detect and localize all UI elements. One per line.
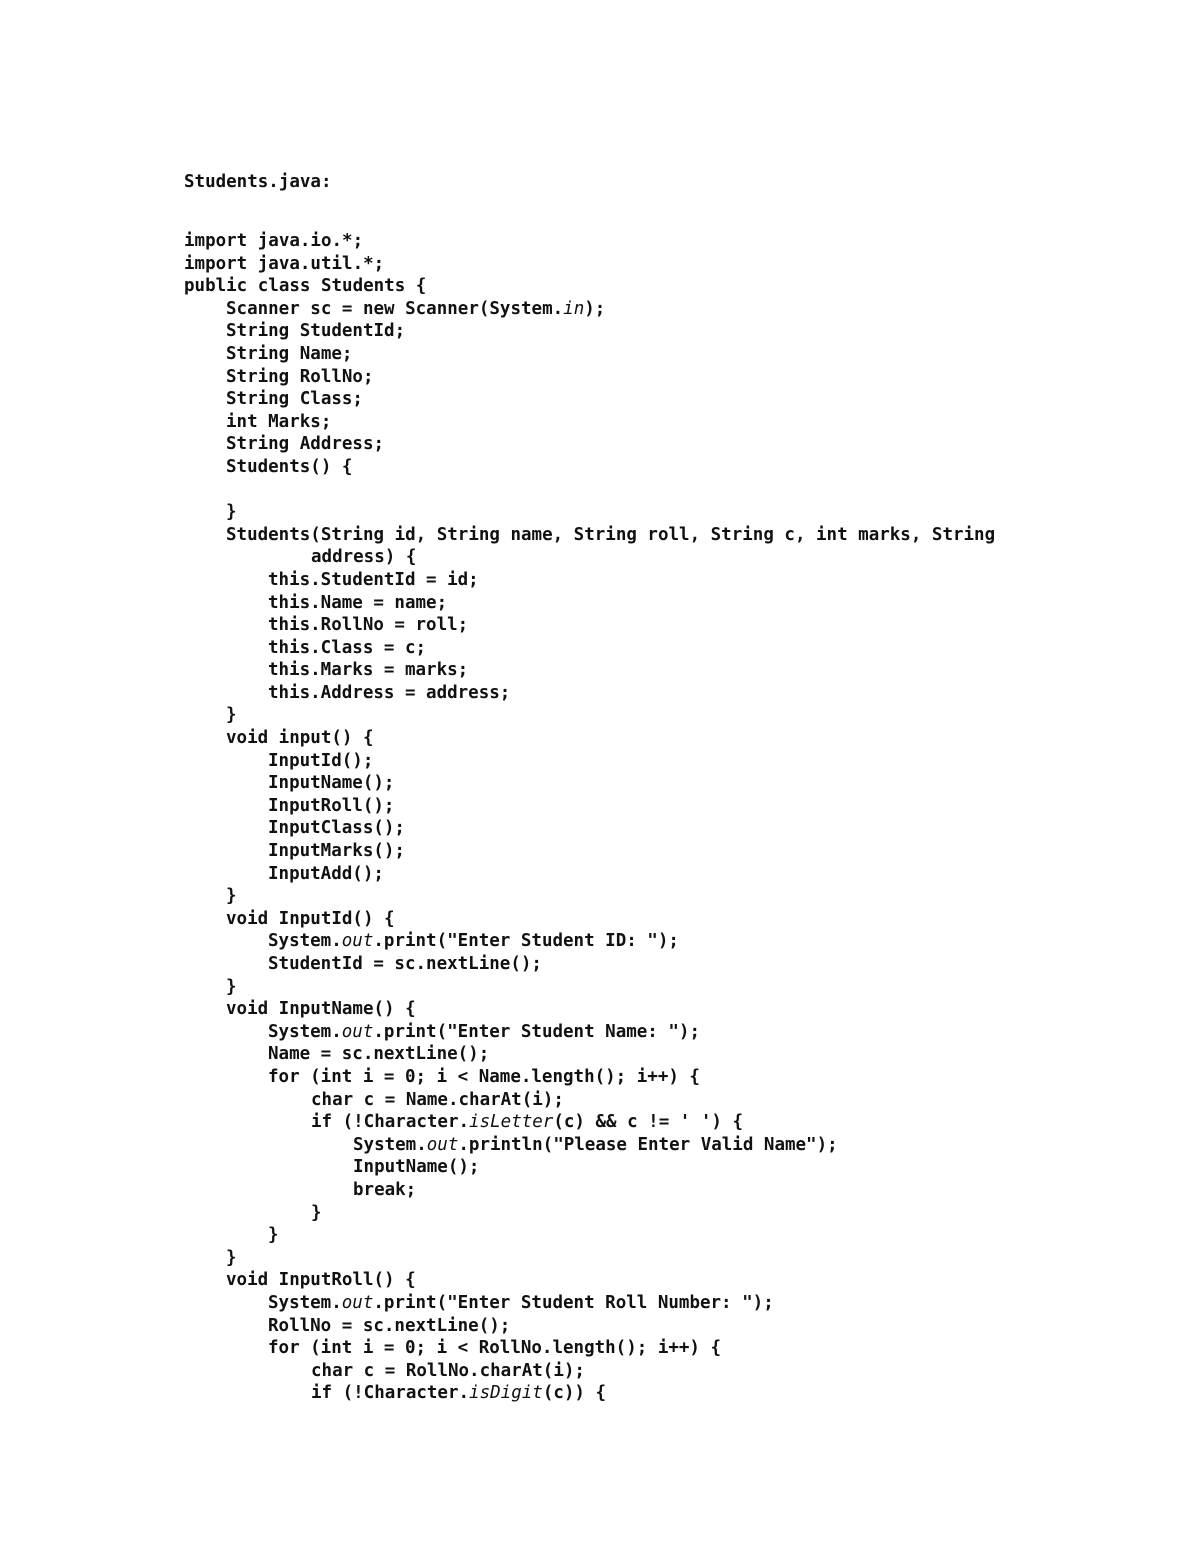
- code-segment-italic: out: [426, 1134, 459, 1155]
- code-line: Students(String id, String name, String roll, String c, int marks, String: [226, 524, 996, 545]
- code-line: [184, 1021, 1144, 1044]
- code-line: Students() {: [226, 456, 353, 477]
- code-segment: if (!Character.: [311, 1383, 470, 1404]
- code-segment: System.: [268, 1292, 342, 1313]
- code-line: this.StudentId = id;: [268, 569, 479, 590]
- code-segment: (c) && c != ' ') {: [553, 1112, 743, 1133]
- code-segment-italic: out: [341, 1292, 374, 1313]
- code-segment-italic: out: [341, 1021, 374, 1042]
- code-line: StudentId = sc.nextLine();: [268, 954, 542, 974]
- code-line: import java.io.*;: [184, 231, 364, 251]
- code-line: for (int i = 0; i < Name.length(); i++) {: [268, 1066, 700, 1087]
- code-segment: if (!Character.: [311, 1112, 470, 1133]
- code-line: }: [226, 502, 237, 523]
- code-line: InputRoll();: [268, 795, 395, 816]
- code-line: }: [268, 1225, 279, 1246]
- code-line: break;: [353, 1179, 417, 1200]
- code-segment: );: [584, 298, 606, 319]
- code-line: InputAdd();: [268, 863, 384, 884]
- code-line: char c = RollNo.charAt(i);: [311, 1360, 585, 1381]
- code-line: Name = sc.nextLine();: [268, 1044, 490, 1065]
- code-line: RollNo = sc.nextLine();: [268, 1315, 511, 1336]
- code-line: this.RollNo = roll;: [268, 615, 469, 636]
- code-line-blank: [184, 479, 1144, 502]
- code-segment: .print("Enter Student ID: ");: [373, 931, 679, 952]
- code-line: char c = Name.charAt(i);: [311, 1089, 564, 1110]
- code-line: String Name;: [226, 343, 353, 364]
- code-line: import java.util.*;: [184, 253, 385, 274]
- code-line: InputMarks();: [268, 841, 405, 862]
- code-line: this.Class = c;: [268, 637, 427, 658]
- code-segment-italic: in: [563, 298, 585, 319]
- code-segment-italic: isDigit: [469, 1383, 543, 1404]
- code-segment: System.: [353, 1134, 427, 1155]
- code-line: InputName();: [353, 1157, 480, 1178]
- code-line: [184, 1134, 1144, 1157]
- code-block: [184, 230, 1144, 1405]
- code-segment: .print("Enter Student Roll Number: ");: [373, 1292, 774, 1313]
- code-line: address) {: [311, 547, 417, 568]
- code-line: void input() {: [226, 728, 374, 749]
- file-name-heading: Students.java:: [184, 172, 332, 192]
- code-line: [184, 1111, 1144, 1134]
- code-line: }: [226, 886, 237, 907]
- code-segment-italic: out: [341, 931, 374, 952]
- code-line: this.Name = name;: [268, 592, 448, 613]
- code-line: void InputId() {: [226, 908, 395, 929]
- code-segment: .print("Enter Student Name: ");: [373, 1021, 700, 1042]
- code-line: }: [226, 1247, 237, 1268]
- code-line: void InputRoll() {: [226, 1270, 416, 1291]
- code-line: String RollNo;: [226, 366, 374, 387]
- code-line: [184, 298, 1144, 321]
- code-line: String StudentId;: [226, 321, 406, 342]
- code-line: InputId();: [268, 750, 374, 771]
- code-segment: (c)) {: [542, 1383, 607, 1404]
- code-line: InputName();: [268, 773, 395, 794]
- code-line: }: [311, 1202, 322, 1223]
- code-segment-italic: isLetter: [469, 1112, 554, 1133]
- code-line: this.Marks = marks;: [268, 660, 469, 681]
- code-line: [184, 1292, 1144, 1315]
- code-segment: System.: [268, 1021, 342, 1042]
- code-line: this.Address = address;: [268, 682, 511, 703]
- code-segment: .println("Please Enter Valid Name");: [458, 1134, 838, 1155]
- code-segment: System.: [268, 931, 342, 952]
- code-line: void InputName() {: [226, 999, 416, 1020]
- code-line: String Address;: [226, 434, 385, 455]
- code-line: for (int i = 0; i < RollNo.length(); i++) {: [268, 1338, 722, 1359]
- code-line: [184, 1382, 1144, 1405]
- code-line: [184, 930, 1144, 953]
- code-line: }: [226, 705, 237, 726]
- code-line: String Class;: [226, 389, 363, 410]
- code-line: public class Students {: [184, 276, 427, 297]
- code-line: int Marks;: [226, 411, 332, 432]
- code-line: }: [226, 976, 237, 997]
- code-line: InputClass();: [268, 818, 405, 839]
- code-segment: Scanner sc = new Scanner(System.: [226, 298, 564, 319]
